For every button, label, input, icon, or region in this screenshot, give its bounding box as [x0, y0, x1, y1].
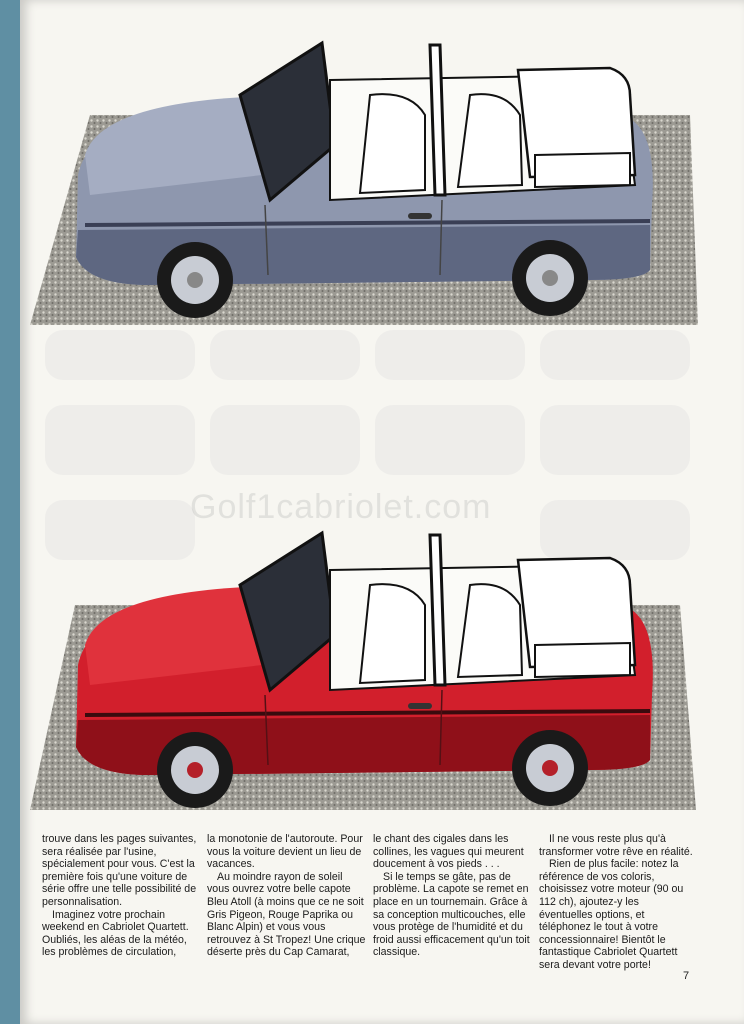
text-column-1 — [42, 833, 202, 959]
car-image-red — [30, 525, 700, 815]
paragraph: Imaginez votre prochain weekend en Cabriolet Quartett. Oubliés, les aléas de la météo, les problèmes de circulation, — [42, 908, 189, 959]
text-column-4 — [539, 833, 695, 972]
paragraph: Au moindre rayon de soleil vous ouvrez votre belle capote Bleu Atoll (à moins que ce ne soit Gris Pigeon, Rouge Paprika ou Blanc Alpin) et vous vous retrouvez à St Tropez! Une crique déserte près du Cap Camarat, — [207, 870, 366, 959]
paragraph: la monotonie de l'autoroute. Pour vous la voiture devient un lieu de vacances. — [207, 833, 363, 871]
paragraph: le chant des cigales dans les collines, les vagues qui meurent doucement à vos pieds . . . — [373, 833, 524, 871]
car-body-blue — [76, 43, 653, 318]
paragraph: Rien de plus facile: notez la référence de vos coloris, choisissez votre moteur (90 ou 112 ch), ajoutez-y les éventuelles options, et téléphonez le tout à votre concessionnaire! Bientôt le fantastique Cabriolet Quartett sera devant votre porte! — [539, 858, 684, 971]
paragraph: Il ne vous reste plus qu'à transformer votre rêve en réalité. — [539, 833, 693, 858]
paragraph: trouve dans les pages suivantes, sera réalisée par l'usine, spécialement pour vous. C'est la première fois qu'une voiture de série offre une telle possibilité de personnalisation. — [42, 833, 197, 908]
car-body-red — [76, 533, 653, 808]
page-number: 7 — [683, 970, 690, 982]
text-column-2 — [207, 833, 367, 959]
watermark-text: Golf1cabriolet.com — [190, 488, 492, 526]
paragraph: Si le temps se gâte, pas de problème. La capote se remet en place en un tournemain. Grâce à sa conception multicouches, elle vous protège de l'humidité et du froid aussi efficacement qu'un toit classique. — [373, 870, 530, 959]
car-image-blue — [30, 35, 700, 330]
text-column-3 — [373, 833, 533, 959]
